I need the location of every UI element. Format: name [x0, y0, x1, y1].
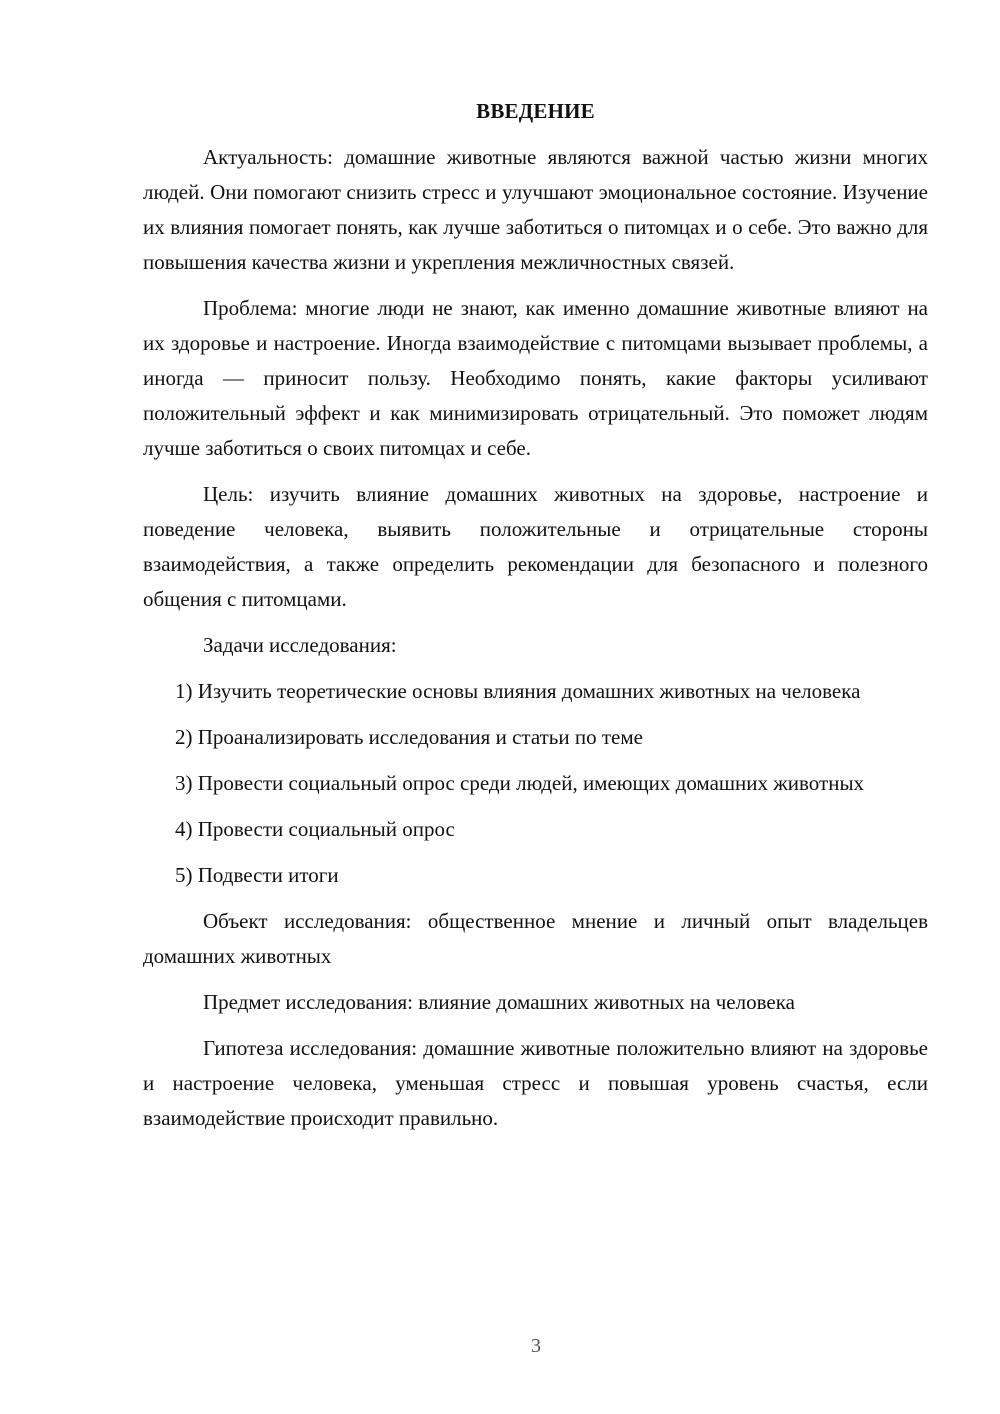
problem-paragraph: Проблема: многие люди не знают, как именно домашние животные влияют на их здоровье и настроение. Иногда взаимодействие с питомцами вызывает проблемы, а иногда — приносит пользу. Необходимо понять, какие факторы усиливают положительный эффект и как минимизировать отрицательный. Это поможет людям лучше заботиться о своих питомцах и себе.: [143, 296, 928, 460]
page-number: 3: [531, 1335, 541, 1357]
task-item-5: 5) Подвести итоги: [175, 863, 339, 887]
section-title: ВВЕДЕНИЕ: [476, 99, 595, 123]
hypothesis-paragraph: Гипотеза исследования: домашние животные положительно влияют на здоровье и настроение человека, уменьшая стресс и повышая уровень счастья, если взаимодействие происходит правильно.: [143, 1036, 928, 1130]
tasks-heading: Задачи исследования:: [203, 633, 397, 657]
task-item-1: 1) Изучить теоретические основы влияния домашних животных на человека: [175, 679, 861, 703]
page-content: [143, 94, 928, 1147]
subject-paragraph: Предмет исследования: влияние домашних животных на человека: [203, 990, 795, 1014]
task-item-2: 2) Проанализировать исследования и статьи по теме: [175, 725, 643, 749]
task-item-4: 4) Провести социальный опрос: [175, 817, 455, 841]
relevance-paragraph: Актуальность: домашние животные являются важной частью жизни многих людей. Они помогают снизить стресс и улучшают эмоциональное состояние. Изучение их влияния помогает понять, как лучше заботиться о питомцах и о себе. Это важно для повышения качества жизни и укрепления межличностных связей.: [143, 145, 928, 274]
task-item-3: 3) Провести социальный опрос среди людей, имеющих домашних животных: [175, 771, 865, 795]
object-paragraph: Объект исследования: общественное мнение и личный опыт владельцев домашних животных: [143, 909, 928, 968]
goal-paragraph: Цель: изучить влияние домашних животных на здоровье, настроение и поведение человека, выявить положительные и отрицательные стороны взаимодействия, а также определить рекомендации для безопасного и полезного общения с питомцами.: [143, 482, 928, 611]
